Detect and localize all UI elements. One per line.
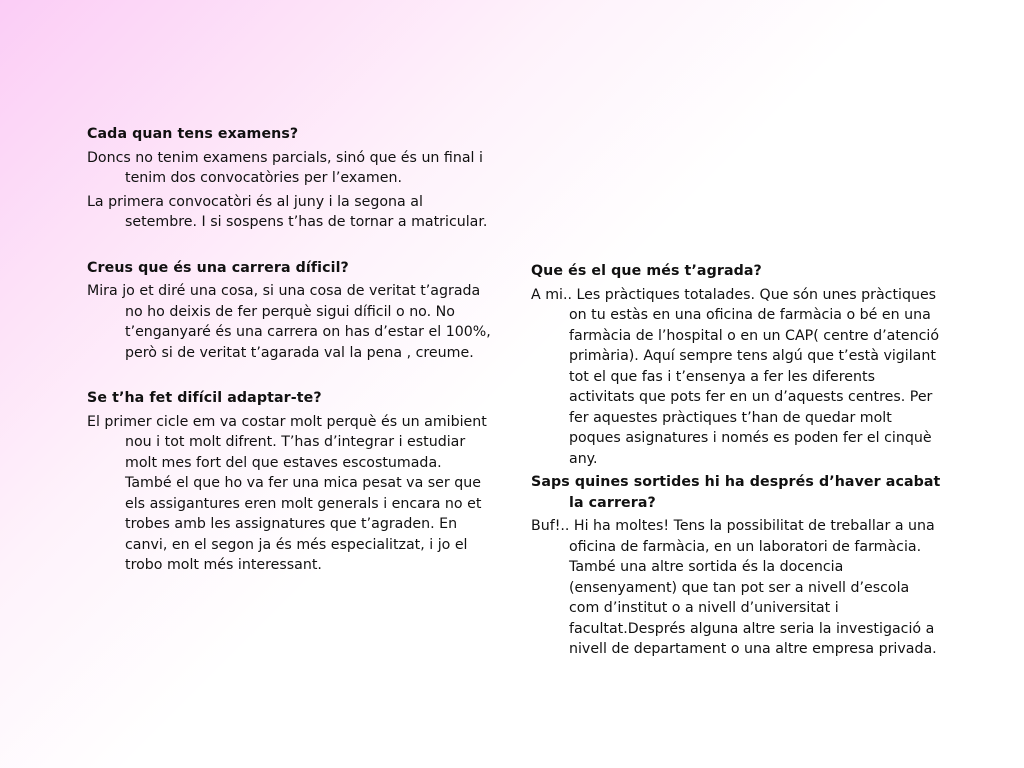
question-difficulty: Creus que és una carrera díficil? (87, 259, 349, 276)
answer-difficulty: Mira jo et diré una cosa, si una cosa de veritat t’agrada no ho deixis de fer perquè sigui díficil o no. No t’enganyaré és una carrera on has d’estar el 100%, però si de veritat t’agarada val la pena , creume. (87, 283, 491, 361)
right-column (531, 261, 941, 663)
answer-career-outlets: Buf!.. Hi ha moltes! Tens la possibilitat de treballar a una oficina de farmàcia, en un laboratori de farmàcia. També una altre sortida és la docencia (ensenyament) que tan pot ser a nivell d’escola com d’institut o a nivell d’universitat i facultat.Després alguna altre seria la investigació a nivell de departament o una altre empresa privada. (531, 518, 937, 657)
answer-favorite: A mi.. Les pràctiques totalades. Que són unes pràctiques on tu estàs en una oficina de farmàcia o bé en una farmàcia de l’hospital o en un CAP( centre d’atenció primària). Aquí sempre tens algú que t’està vigilant tot el que fas i t’ensenya a fer les diferents activitats que pots fer en un d’aquests centres. Per fer aquestes pràctiques t’han de quedar molt poques asignatures i només es poden fer el cinquè any. (531, 286, 940, 467)
question-favorite: Que és el que més t’agrada? (531, 263, 762, 279)
left-column (87, 124, 492, 579)
question-adaptation: Se t’ha fet difícil adaptar-te? (87, 390, 322, 406)
answer-exams-paragraph-1: Doncs no tenim examens parcials, sinó que és un final i tenim dos convocatòries per l’examen. (87, 149, 483, 186)
answer-adaptation: El primer cicle em va costar molt perquè és un amibient nou i tot molt difrent. T’has d’integrar i estudiar molt mes fort del que estaves escostumada. També el que ho va fer una mica pesat va ser que els assigantures eren molt generals i encara no et trobes amb les assignatures que t’agraden. En canvi, en el segon ja és més especialitzat, i jo el trobo molt més interessant. (87, 413, 487, 573)
question-exams: Cada quan tens examens? (87, 126, 299, 142)
question-career-outlets: Saps quines sortides hi ha després d’haver acabat la carrera? (531, 474, 941, 511)
answer-exams-paragraph-2: La primera convocatòri és al juny i la segona al setembre. I si sospens t’has de tornar a matricular. (87, 193, 488, 230)
spacer (87, 366, 492, 388)
spacer (87, 236, 492, 258)
